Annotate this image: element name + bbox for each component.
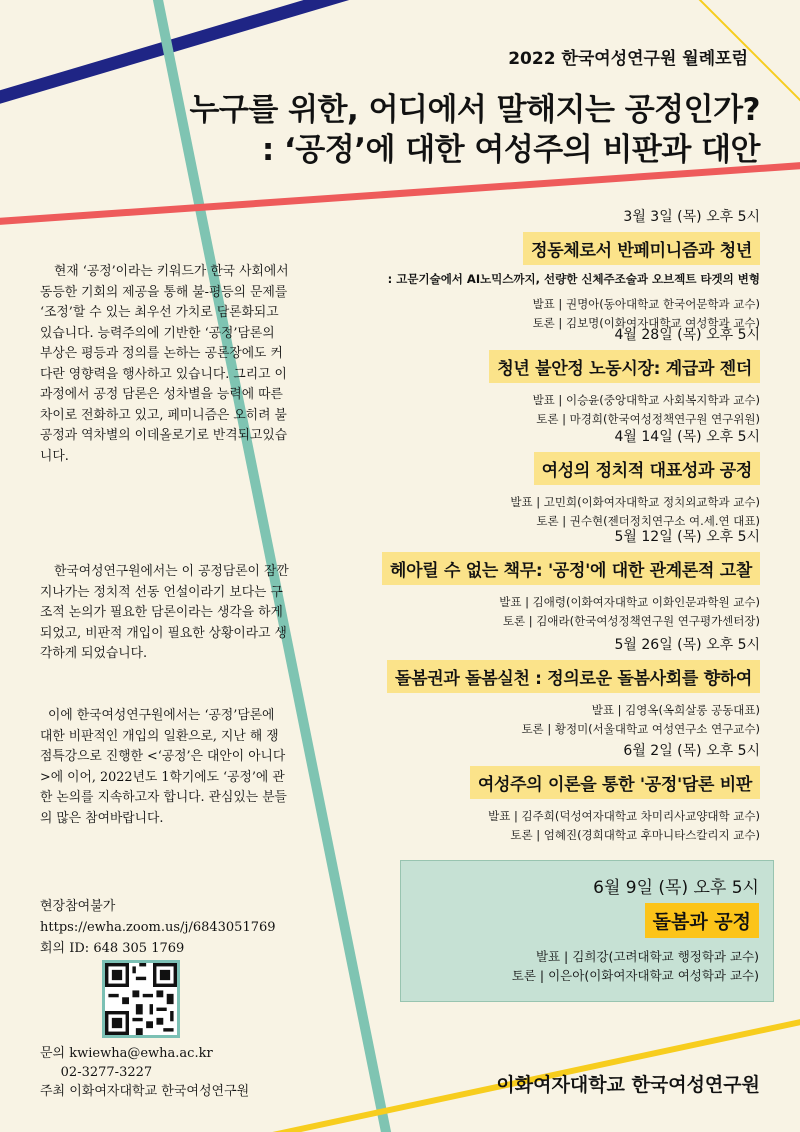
final-session-presenter: 발표 | 김희강(고려대학교 행정학과 교수) xyxy=(535,949,759,964)
session-topic: 돌봄권과 돌봄실천 : 정의로운 돌봄사회를 향하여 xyxy=(387,660,760,693)
session-discussant: 토론 | 김애라(한국여성정책연구원 연구평가센터장) xyxy=(502,614,760,628)
meeting-id: 회의 ID: 648 305 1769 xyxy=(40,941,185,956)
forum-label: 2022 한국여성연구원 월례포럼 xyxy=(508,49,748,69)
qr-code-icon xyxy=(102,960,180,1038)
session-topic: 여성주의 이론을 통한 '공정'담론 비판 xyxy=(470,766,760,799)
session-presenter: 발표 | 김애령(이화여자대학교 이화인문과학원 교수) xyxy=(499,595,760,609)
organization-name: 이화여자대학교 한국여성연구원 xyxy=(496,1074,760,1096)
session-presenter: 발표 | 고민희(이화여자대학교 정치외교학과 교수) xyxy=(510,495,760,509)
final-session-date: 6월 9일 (목) 오후 5시 xyxy=(593,878,759,898)
intro-paragraph-2: 한국여성연구원에서는 이 공정담론이 잠깐 지나가는 정치적 선동 언설이라기 보다는 구조적 논의가 필요한 담론이라는 생각을 하게 되었고, 비판적 개입이 필요한 상황이라고 생각하게 되었습니다. xyxy=(40,564,289,661)
session-topic: 여성의 정치적 대표성과 공정 xyxy=(534,452,760,485)
session-discussant: 토론 | 권수현(젠더정치연구소 여.세.연 대표) xyxy=(536,514,760,528)
session-discussant: 토론 | 엄혜진(경희대학교 후마니타스칼리지 교수) xyxy=(510,828,760,842)
session-6 xyxy=(320,740,760,845)
session-2 xyxy=(320,324,760,429)
session-4 xyxy=(300,526,760,631)
contact-info xyxy=(40,1044,249,1101)
contact-email: 문의 kwiewha@ewha.ac.kr xyxy=(40,1046,213,1061)
session-date: 5월 26일 (목) 오후 5시 xyxy=(614,637,760,653)
session-topic: 청년 불안정 노동시장: 계급과 젠더 xyxy=(489,350,760,383)
session-3 xyxy=(320,426,760,531)
host-line: 주최 이화여자대학교 한국여성연구원 xyxy=(40,1084,250,1099)
session-presenter: 발표 | 권명아(동아대학교 한국어문학과 교수) xyxy=(532,297,760,311)
session-topic: 정동체로서 반페미니즘과 청년 xyxy=(523,232,760,265)
session-presenter: 발표 | 김주희(덕성여자대학교 차미리사교양대학 교수) xyxy=(488,809,760,823)
final-session-box xyxy=(400,860,774,1002)
contact-phone: 02-3277-3227 xyxy=(40,1065,153,1080)
session-presenter: 발표 | 김영옥(옥희살롱 공동대표) xyxy=(591,703,760,717)
intro-paragraph-3: 이에 한국여성연구원에서는 ‘공정’담론에 대한 비판적인 개입의 일환으로, 지난 해 쟁점특강으로 진행한 <‘공정’은 대안이 아니다>에 이어, 2022년도 1학기에도 ‘공정’에 관한 논의를 지속하고자 합니다. 관심있는 분들의 많은 참여바랍니다. xyxy=(40,708,287,826)
zoom-link[interactable]: https://ewha.zoom.us/j/6843051769 xyxy=(40,920,276,935)
session-5 xyxy=(320,634,760,739)
final-session-topic: 돌봄과 공정 xyxy=(645,903,759,938)
session-topic: 헤아릴 수 없는 책무: '공정'에 대한 관계론적 고찰 xyxy=(382,552,760,585)
session-discussant: 토론 | 마경희(한국여성정책연구원 연구위원) xyxy=(536,412,760,426)
session-discussant: 토론 | 황정미(서울대학교 여성연구소 연구교수) xyxy=(521,722,760,736)
session-subtitle: : 고문기술에서 AI노믹스까지, 선량한 신체주조술과 오브젝트 타겟의 변형 xyxy=(387,272,760,286)
intro-paragraph-1: 현재 ‘공정’이라는 키워드가 한국 사회에서 동등한 기회의 제공을 통해 불-평등의 문제를 ‘조정’할 수 있는 최우선 가치로 담론화되고 있습니다. 능력주의에 기반한 ‘공정’담론의 부상은 평등과 정의를 논하는 공론장에도 커다란 영향력을 행사하고 있습니다. 그리고 이 과정에서 공정 담론은 성차별을 능력에 따른 차이로 전화하고 있고, 페미니즘은 오히려 불공정과 역차별의 이데올로기로 반격되고있습니다. xyxy=(40,264,289,464)
session-date: 4월 28일 (목) 오후 5시 xyxy=(614,327,760,343)
session-discussant: 토론 | 김보명(이화여자대학교 여성학과 교수) xyxy=(532,316,760,330)
session-date: 5월 12일 (목) 오후 5시 xyxy=(614,529,760,545)
online-info xyxy=(40,896,276,959)
page-title-line2: : ‘공정’에 대한 여성주의 비판과 대안 xyxy=(261,132,760,168)
session-date: 6월 2일 (목) 오후 5시 xyxy=(623,743,760,759)
session-presenter: 발표 | 이승윤(중앙대학교 사회복지학과 교수) xyxy=(532,393,760,407)
onsite-notice: 현장참여불가 xyxy=(40,899,116,914)
page-title-line1: 누구를 위한, 어디에서 말해지는 공정인가? xyxy=(189,92,760,128)
session-date: 4월 14일 (목) 오후 5시 xyxy=(614,429,760,445)
final-session-discussant: 토론 | 이은아(이화여자대학교 여성학과 교수) xyxy=(511,968,759,983)
session-1 xyxy=(320,206,760,333)
session-date: 3월 3일 (목) 오후 5시 xyxy=(623,209,760,225)
